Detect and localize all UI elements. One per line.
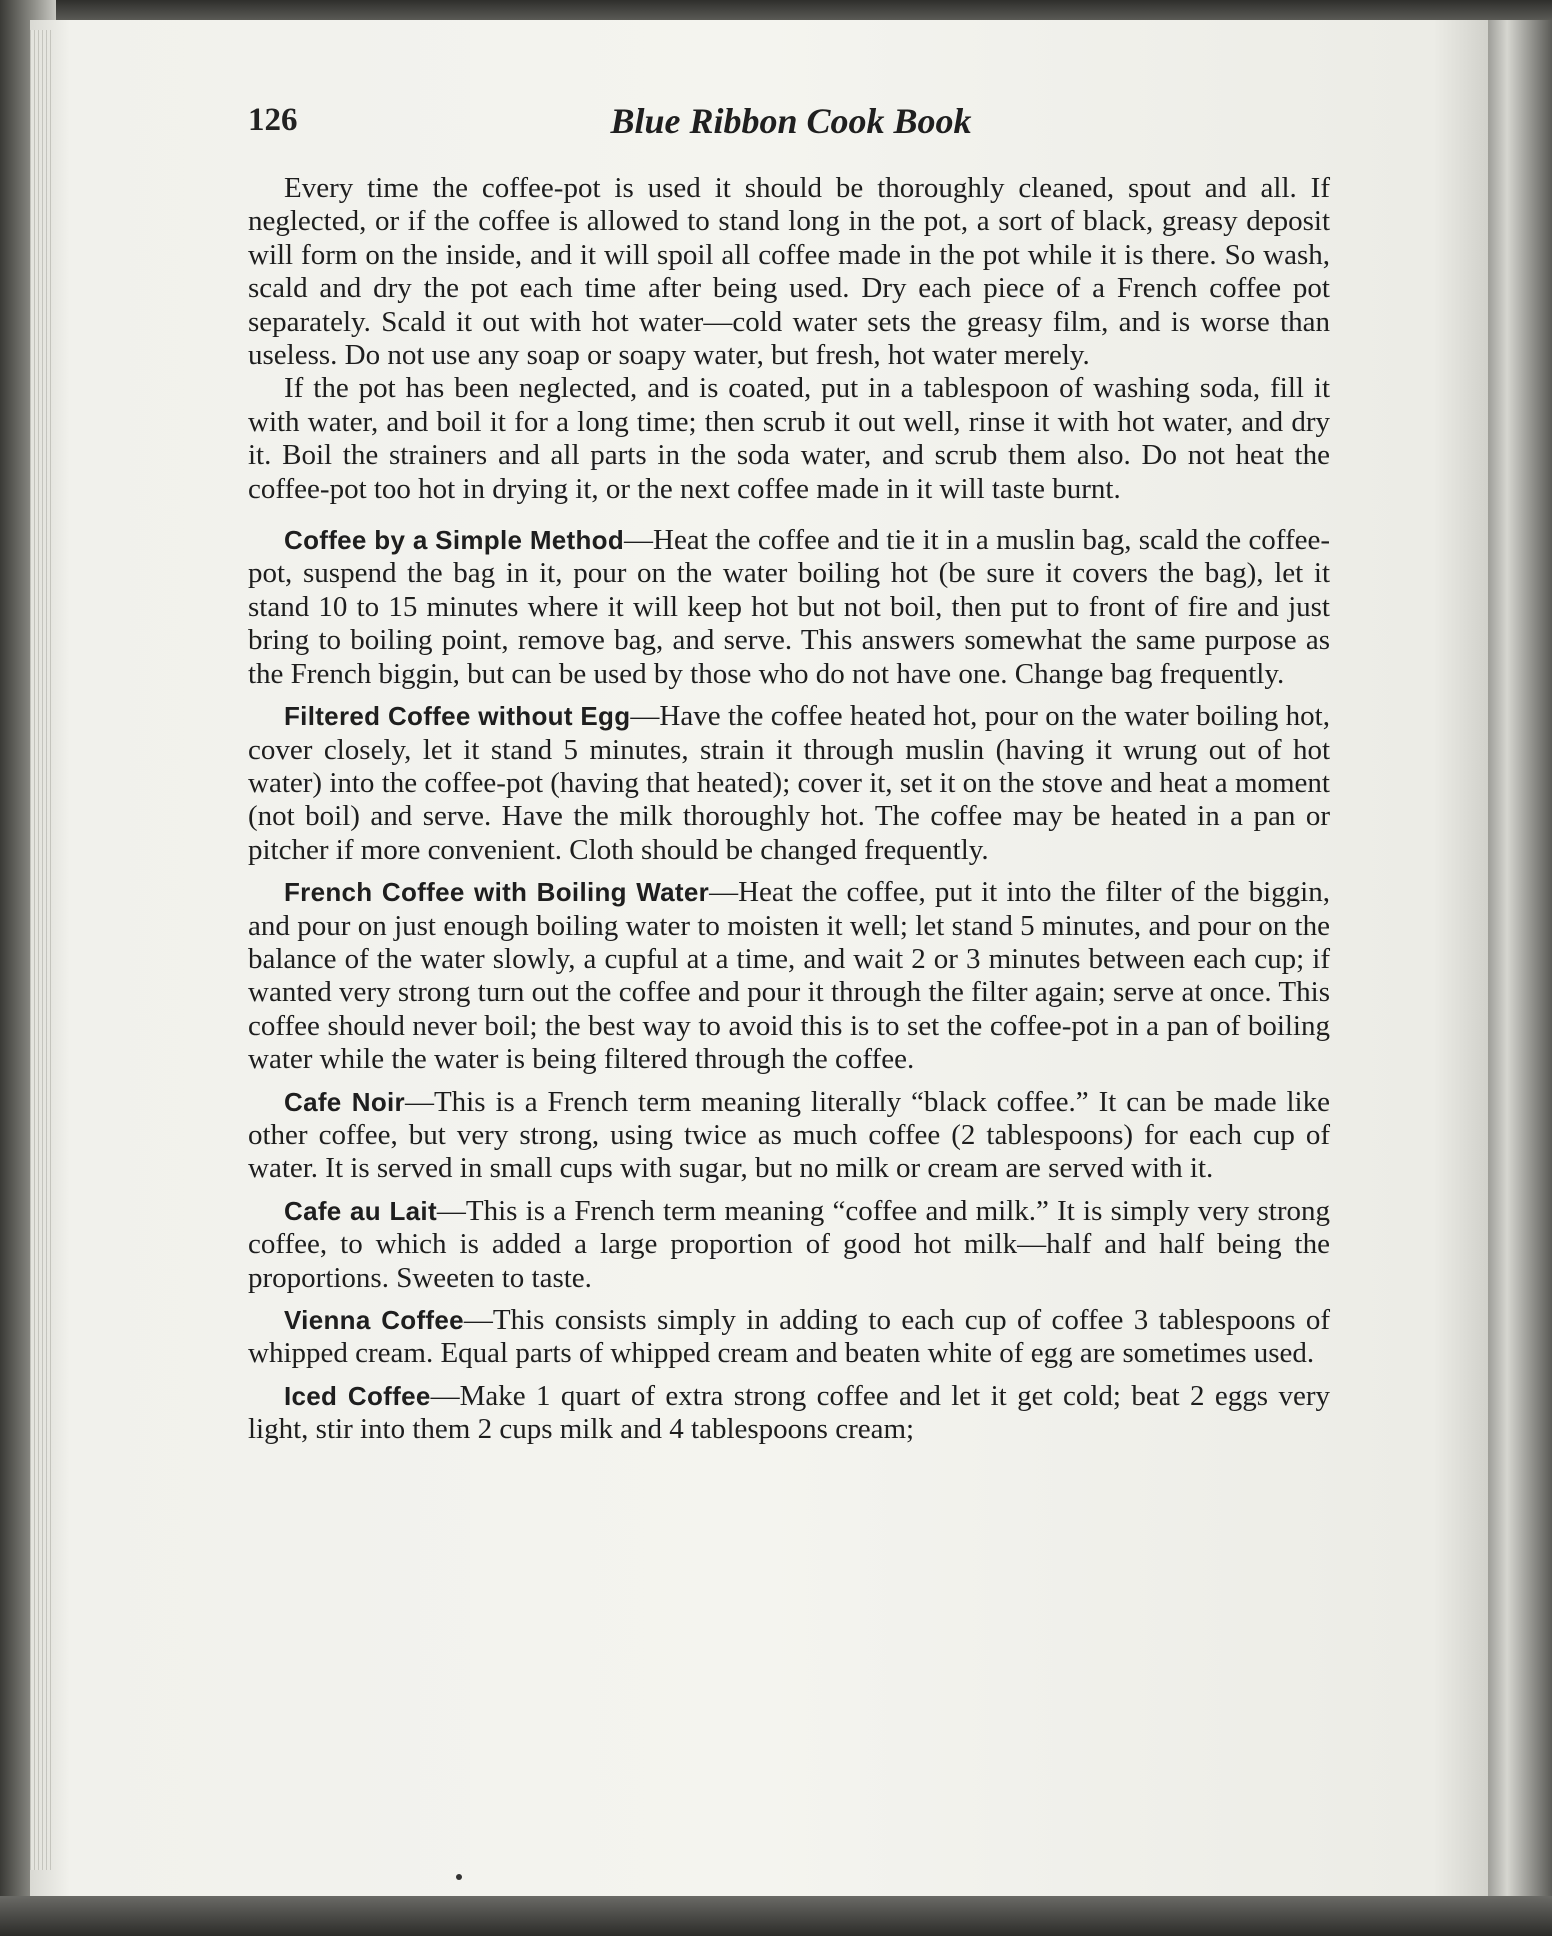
recipe-heading: Filtered Coffee without Egg — [284, 701, 631, 732]
recipe-heading: Cafe au Lait — [284, 1195, 437, 1226]
recipe-heading: Coffee by a Simple Method — [284, 525, 625, 556]
recipe-vienna-coffee — [248, 1304, 1330, 1371]
facing-page-edge — [1488, 20, 1552, 1936]
recipe-french-coffee — [248, 876, 1330, 1076]
running-title: Blue Ribbon Cook Book — [610, 101, 972, 141]
recipe-text: —Have the coffee heated hot, pour on the water boiling hot, cover closely, let it stand 5 minutes, strain it through muslin (having it wrung out of hot water) into the coffee-pot (having that heated); cover it, set it on the stove and heat a moment (not boil) and serve. Have the milk thoroughly hot. The coffee may be heated in a pan or pitcher if more convenient. Cloth should be changed frequently. — [248, 700, 1330, 866]
recipe-heading: Cafe Noir — [284, 1086, 405, 1117]
recipe-heading: French Coffee with Boiling Water — [284, 877, 710, 908]
recipe-filtered-coffee — [248, 700, 1330, 867]
intro-paragraph-1: Every time the coffee-pot is used it should be thoroughly cleaned, spout and all. If neglected, or if the coffee is allowed to stand long in the pot, a sort of black, greasy deposit will form on the inside, and it will spoil all coffee made in the pot while it is there. So wash, scald and dry the pot each time after being used. Dry each piece of a French coffee pot separately. Scald it out with hot water—cold water sets the greasy film, and is worse than useless. Do not use any soap or soapy water, but fresh, hot water merely. — [248, 172, 1330, 372]
recipe-text: —This is a French term meaning “coffee and milk.” It is simply very strong coffee, to which is added a large proportion of good hot milk—half and half being the proportions. Sweeten to taste. — [248, 1194, 1330, 1294]
recipe-cafe-au-lait — [248, 1195, 1330, 1295]
recipe-text: —This is a French term meaning literally “black coffee.” It can be made like other coffee, but very strong, using twice as much coffee (2 tablespoons) for each cup of water. It is served in small cups with sugar, but no milk or cream are served with it. — [248, 1085, 1330, 1185]
page-number: 126 — [248, 102, 298, 138]
recipe-text: —This consists simply in adding to each cup of coffee 3 tablespoons of whipped cream. Equal parts of whipped cream and beaten white of egg are sometimes used. — [248, 1304, 1330, 1370]
scan-background-bottom — [0, 1896, 1552, 1936]
recipe-heading: Vienna Coffee — [284, 1305, 464, 1335]
recipe-text: —Make 1 quart of extra strong coffee and let it get cold; beat 2 eggs very light, stir into them 2 cups milk and 4 tablespoons cream; — [248, 1379, 1330, 1446]
intro-paragraph-2: If the pot has been neglected, and is coated, put in a tablespoon of washing soda, fill it with water, and boil it for a long time; then scrub it out well, rinse it with hot water, and dry it. Boil the strainers and all parts in the soda water, and scrub them also. Do not heat the coffee-pot too hot in drying it, or the next coffee made in it will taste burnt. — [248, 372, 1330, 505]
page-edges — [30, 30, 52, 1870]
recipe-text: —Heat the coffee, put it into the filter of the biggin, and pour on just enough boiling water to moisten it well; let stand 5 minutes, and pour on the balance of the water slowly, a cupful at a time, and wait 2 or 3 minutes between each cup; if wanted very strong turn out the coffee and pour it through the filter again; serve at once. This coffee should never boil; the best way to avoid this is to set the coffee-pot in a pan of boiling water while the water is being filtered through the coffee. — [248, 876, 1330, 1076]
recipe-coffee-simple-method — [248, 524, 1330, 691]
page-body — [248, 172, 1330, 1447]
recipe-heading: Iced Coffee — [284, 1380, 431, 1411]
recipe-text: —Heat the coffee and tie it in a muslin bag, scald the coffee-pot, suspend the bag in it, pour on the water boiling hot (be sure it covers the bag), let it stand 10 to 15 minutes where it will keep hot but not boil, then put to front of fire and just bring to boiling point, remove bag, and serve. This answers somewhat the same purpose as the French biggin, but can be used by those who do not have one. Change bag frequently. — [248, 524, 1331, 690]
ink-speck — [456, 1874, 462, 1880]
page-header — [248, 102, 1334, 152]
recipe-iced-coffee — [248, 1380, 1330, 1447]
recipe-cafe-noir — [248, 1086, 1330, 1186]
